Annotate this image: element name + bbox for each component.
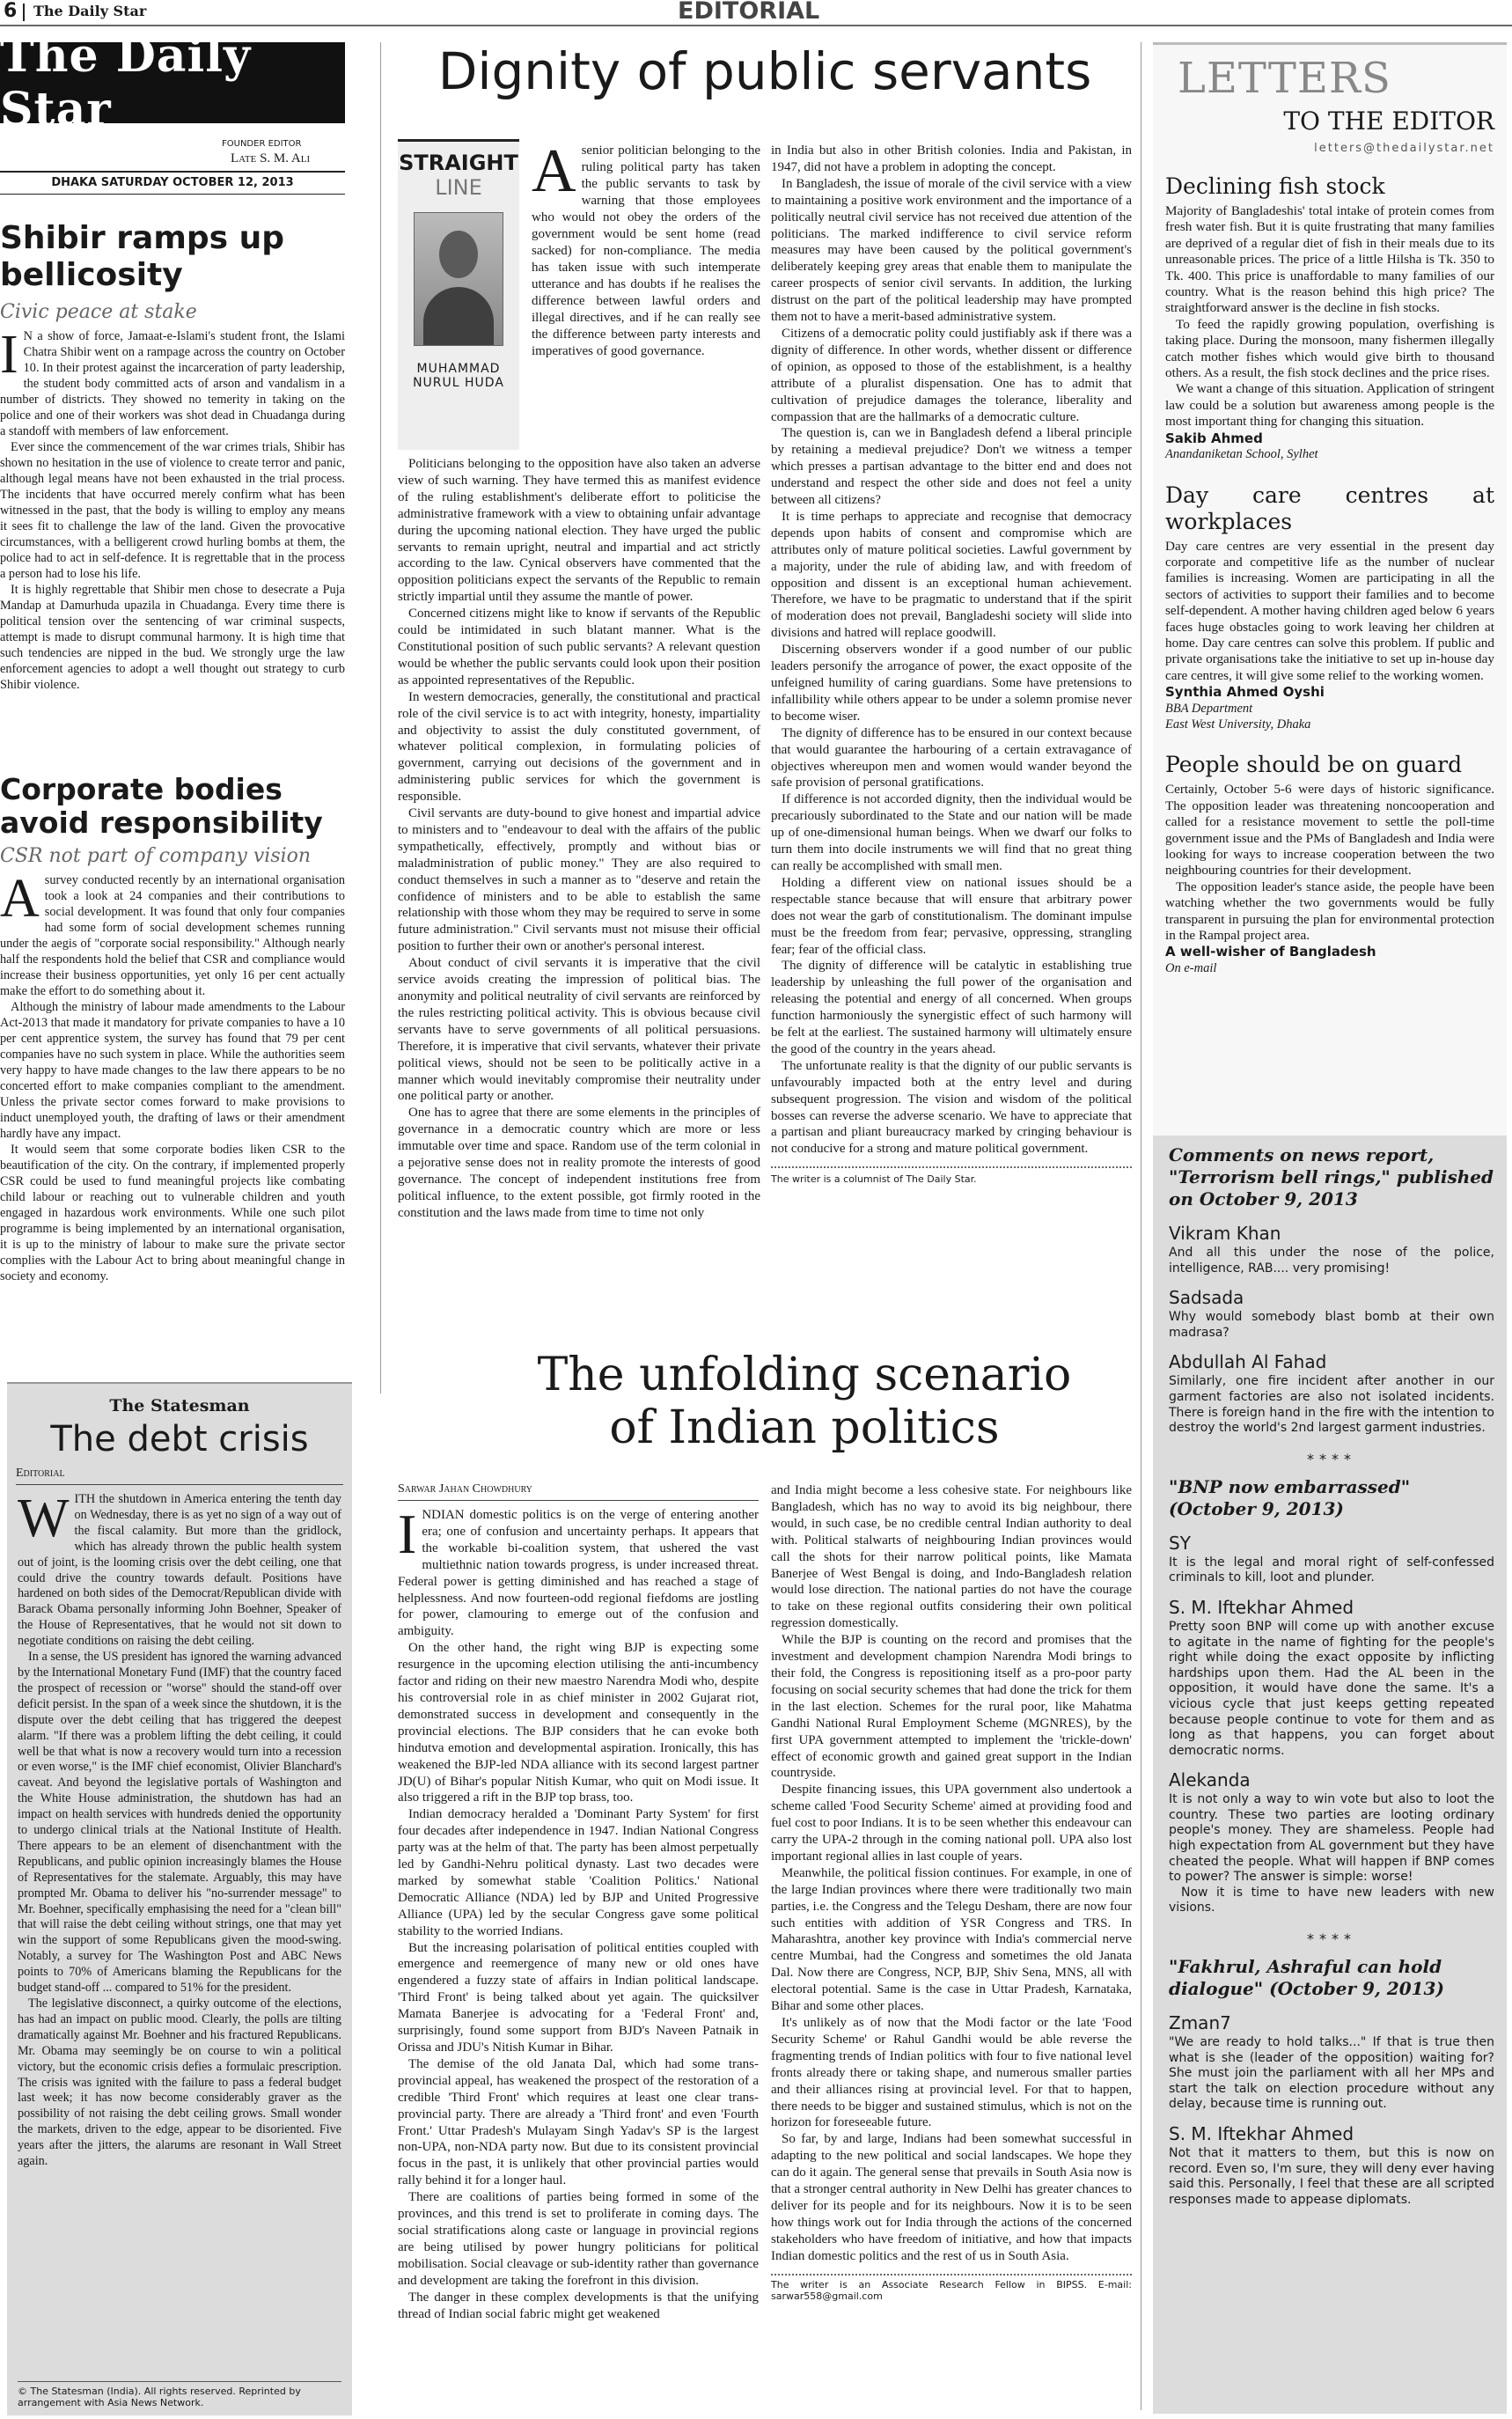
masthead-small: The Daily Star xyxy=(33,3,147,19)
comment-text: Now it is time to have new leaders with new visions. xyxy=(1169,1885,1494,1915)
paragraph: in India but also in other British colonies. India and Pakistan, in 1947, did not have a problem in adopting the concept. xyxy=(771,143,1132,174)
statesman-credit: © The Statesman (India). All rights reserved. Reprinted by arrangement with Asia News Network. xyxy=(18,2381,341,2408)
paragraph: Certainly, October 5-6 were days of historic significance. The opposition leader was threatening noncooperation and called for a resistance movement to settle the poll-time government issue and the PMs of Bangladesh and India were looking for ways to increase cooperation between the two neighbouring countries for their development. xyxy=(1165,782,1494,879)
statesman-box xyxy=(7,1382,352,2415)
paragraph: While the BJP is counting on the record and promises that the investment and development champion Narendra Modi brings to their fold, the Congress is repositioning itself as a pro-poor party focusing on social security schemes that had done the trick for them in the last election. Schemes for the rural poor, like Mahatma Gandhi National Rural Employment Scheme (MGNRES), by the first UPA government attempted to implement the 'trickle-down' effect of economic growth and gained great support in the Indian countryside. xyxy=(771,1633,1132,1781)
paragraph: If difference is not accorded dignity, then the individual would be precariously subordinated to the State and our nation will be made up of one-dimensional human beings. When we dwarf our folks to turn them into docile instruments we will find that no great thing can really be accomplished with small men. xyxy=(771,792,1132,873)
letter-place: BBA Department xyxy=(1165,701,1253,716)
comment-group xyxy=(1169,1476,1494,1916)
dateline-rule-top xyxy=(0,171,345,173)
letter-place: On e-mail xyxy=(1165,960,1217,975)
letter-title: Day care centres at workplaces xyxy=(1165,482,1494,534)
masthead-logo xyxy=(0,29,345,136)
comment-author: SY xyxy=(1169,1532,1191,1554)
page-divider xyxy=(23,4,25,21)
comment-item xyxy=(1169,2012,1494,2113)
masthead-title: The Daily Star xyxy=(0,29,252,136)
letter-signature: Sakib Ahmed xyxy=(1165,430,1263,446)
statesman-logo: The Statesman xyxy=(109,1396,250,1415)
article-indian-politics xyxy=(398,1349,1132,2414)
article-footnote: The writer is a columnist of The Daily Star. xyxy=(771,1173,977,1186)
comment-text: Pretty soon BNP will come up with another excuse to agitate in the name of fighting for the people's right while doing the exact opposite by inflicting hardships upon them. Had the AL been in the opposition, it would have done the same. It's a vicious cycle that just keeps getting repeated because people continue to vote for them and as long as that happens, you can forget about democratic norms. xyxy=(1169,1619,1494,1758)
paragraph: The dignity of difference will be catalytic in establishing true leadership by unleashing the full power of the organisation and releasing the potential and energy of all concerned. When groups function harmoniously the synergistic effect of such harmony will be felt at the earliest. The sustained harmony will ultimately ensure the good of the country in the years ahead. xyxy=(771,959,1132,1056)
paragraph: Citizens of a democratic polity could justifiably ask if there was a dignity of difference. In other words, whether dissent or difference of opinion, as opposed to those of the establishment, is a healthy attribute of a pluralist dispensation. One has to admit that cultivation of prejudice damages the tolerance, liberality and compassion that are the hallmarks of a democratic culture. xyxy=(771,326,1132,424)
paragraph: It is time perhaps to appreciate and recognise that democracy depends upon habits of consent and compromise which are attributes only of mature political societies. Lawful government by a majority, under the rule of abiding law, and with freedom of opposition and dissent is an exceptional human achievement. Therefore, we have to be pragmatic to understand that if the spirit of moderation does not prevail, Bangladeshi society will slide into divisions and hatred will replace goodwill. xyxy=(771,509,1132,641)
paragraph: One has to agree that there are some elements in the principles of governance in a democratic country which are more or less immutable over time and space. Random use of the term colonial in a pejorative sense does not in reality promote the interests of good governance. The concept of independent institutions free from political influence, to the extent possible, got firmly rooted in the constitution and the laws made from time to time not only xyxy=(398,1106,760,1220)
comment-separator: **** xyxy=(1307,1930,1356,1948)
dropcap: A xyxy=(532,137,576,205)
letter-signature: Synthia Ahmed Oyshi xyxy=(1165,684,1325,701)
comment-group xyxy=(1169,1144,1494,1437)
comment-item xyxy=(1169,1223,1494,1276)
dateline: DHAKA SATURDAY OCTOBER 12, 2013 xyxy=(51,176,294,189)
article-column xyxy=(398,456,760,1222)
editorial-corporate xyxy=(0,773,345,1284)
letter-item xyxy=(1165,752,1494,976)
paragraph: Majority of Bangladeshis' total intake of protein comes from fresh water fish. But it is quite frustrating that many families are deprived of a regular diet of fish in their meals due to its unreasonable prices. The price of a little Hilsha is Tk. 350 to Tk. 400. This price is unaffordable to many families of our country. What is the reason behind this high price? The straightforward answer is the decline in fish stocks. xyxy=(1165,203,1494,316)
paragraph: ITH the shutdown in America entering the tenth day on Wednesday, there is as yet no sign of a way out of the fiscal calamity. But more than the gridlock, which has already thrown the public health system out of joint, is the looming crisis over the debt ceiling, one that could drive the country towards default. Positions have hardened on both sides of the Democrat/Republican divide with Barack Obama personally informing John Boehner, Speaker of the House of Representatives, that he would not sit down to negotiate conditions on raising the debt ceiling. xyxy=(18,1492,341,1649)
paragraph: Despite financing issues, this UPA government also undertook a scheme called 'Food Security Scheme' aimed at providing food and fuel cost to poor Indians. It is to be seen whether this endeavour can carry the UPA-2 through in the coming national poll. UPA also lost important regional allies in last couple of years. xyxy=(771,1783,1132,1864)
editorial-headline: Corporate bodies avoid responsibility xyxy=(0,772,323,840)
article-byline: Sarwar Jahan Chowdhury xyxy=(398,1482,532,1496)
paragraph: So far, by and large, Indians had been somewhat successful in adapting to the new political and social landscapes. We hope they can do it again. The general sense that prevails in South Asia now is that a stronger central authority in New Delhi has greater chances to deliver for its people and for its neighbours. Now it is to be seen how things work out for India through the actions of the concerned stakeholders who have freedom of initiative, and how that impacts Indian domestic politics and the rest of us in South Asia. xyxy=(771,2132,1132,2263)
editorial-subhead: CSR not part of company vision xyxy=(0,845,312,867)
paragraph: We want a change of this situation. Application of stringent law could be a solution but awareness among people is the most important thing for changing this situation. xyxy=(1165,381,1494,430)
paragraph: Ever since the commencement of the war crimes trials, Shibir has shown no hesitation in the use of violence to create terror and panic, although legal means have not been exhausted in the trial process. The incidents that have occurred merely confirm what has been witnessed in the past, that the body is willing to employ any means it sees fit to challenge the law of the land. Given the provocative circumstances, with a belligerent crowd hurling bombs at them, the police had to act in self-defence. It is regrettable that in the process a person had to lose his life. xyxy=(0,440,345,581)
letter-title: People should be on guard xyxy=(1165,752,1463,778)
letter-place: East West University, Dhaka xyxy=(1165,717,1311,732)
article-headline: The unfolding scenario xyxy=(537,1349,1072,1401)
letters-list xyxy=(1165,173,1494,976)
article-column xyxy=(771,143,1132,1188)
paragraph: The danger in these complex developments is that the unifying thread of Indian social fabric might get weakened xyxy=(398,2290,759,2321)
author-photo xyxy=(414,212,503,346)
letter-title: Declining fish stock xyxy=(1165,173,1385,199)
paragraph: Politicians belonging to the opposition have also taken an adverse view of such warning. They have termed this as manifest evidence of the ruling establishment's deliberate effort to politicise the administrative framework with a view to obtaining unfair advantage during the upcoming national election. They have urged the public servants to remain upright, neutral and impartial and act strictly according to the law. Cynical observers have commented that the opposition politicians expect the servants of the Republic to remain strictly impartial until they assume the mantle of power. xyxy=(398,457,760,605)
top-bar xyxy=(0,0,1512,26)
editorial-body xyxy=(0,869,345,1284)
comment-item xyxy=(1169,1597,1494,1759)
comment-separator: **** xyxy=(1307,1450,1356,1467)
left-column xyxy=(0,29,380,1402)
paragraph: The demise of the old Janata Dal, which had some trans-provincial appeal, has weakened the prospect of the restoration of a credible 'Third Front' which requires at least one clear trans-provincial party. There are already a 'Third front' and even 'Fourth Front.' Uttar Pradesh's Mulayam Singh Yadav's SP is the largest non-UPA, non-NDA party now. But due to its consistent provincial focus in the past, it is unlikely that other provincial parties would rally behind it for a longer haul. xyxy=(398,2056,759,2188)
paragraph: Discerning observers wonder if a good number of our public leaders personify the arrogance of power, the exact opposite of the unfeigned humility of caring guardians. Some have pretensions to infallibility while others appear to be under a solemn promise never to become wiser. xyxy=(771,643,1132,724)
comments-list xyxy=(1169,1144,1494,2208)
comment-author: Sadsada xyxy=(1169,1287,1244,1309)
paragraph: Holding a different view on national issues should be a respectable stance because that will ensure that arbitrary power does not wear the garb of constitutionalism. The dominant impulse must be the freedom from fear; pervasive, oppressing, strangling fear; fear of the official class. xyxy=(771,875,1132,957)
comment-item xyxy=(1169,1533,1494,1586)
article-dotted-rule xyxy=(771,1166,1132,1168)
article-headline: of Indian politics xyxy=(609,1401,1000,1454)
dropcap: I xyxy=(0,325,18,385)
article-footnote: The writer is an Associate Research Fellow in BIPSS. E-mail: sarwar558@gmail.com xyxy=(771,2278,1132,2302)
letters-subheader: TO THE EDITOR xyxy=(1283,107,1494,136)
comment-item xyxy=(1169,1351,1494,1436)
comment-text: Similarly, one fire incident after another in our garment factories are also not isolated incidents. There is foreign hand in the fire with the intention to destroy the world's 2nd largest garment industries. xyxy=(1169,1374,1494,1436)
comment-text: And all this under the nose of the police, intelligence, RAB.... very promising! xyxy=(1169,1246,1494,1276)
editorial-shibir xyxy=(0,220,345,693)
statesman-body xyxy=(18,1489,341,2170)
dropcap: A xyxy=(0,869,40,929)
comment-group-heading: "Fakhrul, Ashraful can hold dialogue" (October 9, 2013) xyxy=(1169,1956,1444,2000)
letters-header: LETTERS xyxy=(1178,54,1391,103)
statesman-label: Editorial xyxy=(16,1467,65,1480)
letter-item xyxy=(1165,173,1494,463)
comment-author: Zman7 xyxy=(1169,2012,1231,2034)
paragraph: The legislative disconnect, a quirky outcome of the elections, has had an impact on public mood. Clearly, the polls are tilting dramatically against Mr. Boehner and his fractured Republicans. Mr. Obama may seemingly be on course to win a political victory, but the economic crisis defies a formulaic prescription. The crisis was ignited with the failure to pass a federal budget last week; it has now become considerably graver as the possibility of not raising the debt ceiling grows. Small wonder the markets, driven to the edge, appear to be disoriented. Five years after the jitters, the alarums are resonant in Wall Street again. xyxy=(18,1996,341,2169)
paragraph: Civil servants are duty-bound to give honest and impartial advice to ministers and to "endeavour to deal with the affairs of the public sympathetically, effectively, promptly and without bias or maladministration of public money." They are also required to conduct themselves in such a manner as to "deserve and retain the confidence of ministers and to be able to establish the same relationship with those whom they may be required to serve in some future administration." Civil servants must not misuse their official position to further their own or another's personal interest. xyxy=(398,806,760,954)
paragraph: Although the ministry of labour made amendments to the Labour Act-2013 that made it mandatory for private companies to have a 10 per cent apprentice system, the survey has found that 79 per cent companies have no such system in place. While the authorities seem very happy to have made changes to the law there appears to be no concerted effort to make companies compliant to the amendment. Unless the private sector comes forward to make provisions to induct unemployed youth, the drafting of laws or their amendment hardly have any impact. xyxy=(0,1000,345,1141)
statesman-headline: The debt crisis xyxy=(50,1419,309,1459)
dropcap: W xyxy=(18,1489,70,1548)
article-dignity xyxy=(398,40,1132,1308)
paragraph: Indian democracy heralded a 'Dominant Party System' for first four decades after independence in 1947. Indian National Congress party was at the helm of that. The party has been almost perpetually led by Gandhi-Nehru political dynasty. Last two decades were marked by somewhat stable 'Coalition Politics.' National Democratic Alliance (NDA) led by BJP and United Progressive Alliance (UPA) led by the secular Congress gave some political stability to the worried Indians. xyxy=(398,1807,759,1938)
article-headline: Dignity of public servants xyxy=(437,41,1092,101)
paragraph: In a sense, the US president has ignored the warning advanced by the International Monetary Fund (IMF) that the country faced the prospect of recession or "worse" should the stand-off over deficit persist. In the span of a week since the shutdown, it is the dispute over the debt ceiling that has triggered the deepest alarm. "If there was a problem lifting the debt ceiling, it could well be that what is now a recovery would turn into a recession or even worse," is the IMF chief economist, Olivier Blanchard's caveat. And beyond the legislative portals of Washington and the White House administration, the shutdown has had an impact on health services with hundreds denied the opportunity to undergo clinical trials at the National Institute of Health. There appears to be an element of disenchantment with the Republicans, and public opinion increasingly blames the House of Representatives for the stalemate. Arguably, this may have prompted Mr. Obama to deliver his "no-surrender message" to Mr. Boehner, specifically emphasising the need for a "clean bill" that will raise the debt ceiling without strings, one that may yet win the support of some Republicans given the mood-swing. Notably, a survey for The Washington Post and ABC News points to 70% of Americans blaming the Republicans for the budget stand-off ... compared to 51% for the president. xyxy=(18,1650,341,1996)
comment-text: Why would somebody blast bomb at their own madrasa? xyxy=(1169,1310,1494,1340)
top-rule xyxy=(0,25,1512,26)
comment-author: S. M. Iftekhar Ahmed xyxy=(1169,1596,1354,1618)
comment-author: S. M. Iftekhar Ahmed xyxy=(1169,2123,1354,2144)
comment-author: Vikram Khan xyxy=(1169,1223,1281,1244)
page-number: 6 xyxy=(4,0,18,22)
comment-group xyxy=(1169,1956,1494,2208)
author-name: NURUL HUDA xyxy=(413,376,504,390)
column-title: STRAIGHT xyxy=(399,151,518,175)
paragraph: N a show of force, Jamaat-e-Islami's student front, the Islami Chatra Shibir went on a rampage across the country on October 10. In their protest against the incarceration of party leadership, the student body committed acts of arson and vandalism in a number of districts. They showed no temerity in taking on the police and one of their workers was shot dead in Chuadanga during a standoff with members of law enforcement. xyxy=(0,329,345,438)
comment-author: Alekanda xyxy=(1169,1769,1251,1791)
paragraph: But the increasing polarisation of political entities coupled with emergence and reemergence of many new or old ones have engendered a fuzzy state of affairs in Indian political landscape. 'Third Front' is being talked about yet again. The quicksilver Mamata Banerjee is advocating for a 'Federal Front' and, surprisingly, found some support from BJD's Naveen Patnaik in Orissa and JDU's Nitish Kumar in Bihar. xyxy=(398,1940,759,2055)
comment-author: Abdullah Al Fahad xyxy=(1169,1351,1327,1373)
paragraph: NDIAN domestic politics is on the verge of entering another era; one of confusion and uncertainty perhaps. It appears that the workable bi-coalition system, that ushered the vast multiethnic nation towards progress, is under increased threat. Federal power is getting diminished and has reached a stage of helplessness. And now fourteen-odd regional fiefdoms are jostling for power, clamouring to emerge out of the confusion and ambiguity. xyxy=(398,1508,759,1639)
paragraph: The question is, can we in Bangladesh defend a liberal principle by retaining a medieval prejudice? Don't we witness a temper which presses a partisan advantage to the bitter end and does not understand and respect the other side and does not feel a unity between all citizens? xyxy=(771,426,1132,508)
statesman-rule xyxy=(16,1484,343,1485)
paragraph: Day care centres are very essential in the present day corporate and competitive life as the number of nuclear families is increasing. Women are participating in all the sectors of activities to support their families and to become self-dependent. A mother having children aged below 6 years faces huge obstacles going to work leaving her children at home. Day care centres can solve this problem. If public and private organisations take the initiative to set up in-house day care centres, it will give some relief to the working women. xyxy=(1165,538,1494,683)
paragraph: About conduct of civil servants it is imperative that the civil service avoids creating the impression of political bias. The anonymity and political neutrality of civil servants are reinforced by the rules restricting political activity. This is obvious because civil servants have to serve governments of all political persuasions. Therefore, it is imperative that civil servants, whatever their private political views, should not be seen to be politically active in a manner which would inevitably compromise their neutrality under one political party or another. xyxy=(398,956,760,1104)
comments-box xyxy=(1153,1136,1507,2414)
paragraph: survey conducted recently by an international organisation took a look at 24 companies and their contributions to social development. It was found that only four companies had some form of social development schemes running under the aegis of "corporate social responsibility." Although nearly half the respondents hold the belief that CSR and compliance would increase their business opportunities, yet only 16 per cent actually make the effort to do something about it. xyxy=(0,873,345,998)
paragraph: The unfortunate reality is that the dignity of our public servants is unfavourably impacted both at the entry level and during subsequent progression. The vision and wisdom of the political bosses can reverse the adverse scenario. We have to appreciate that a partisan and pliant bureaucracy marked by cringing behaviour is not conducive for a strong and mature political government. xyxy=(771,1058,1132,1157)
comment-text: Not that it matters to them, but this is now on record. Even so, I'm sure, they will deny ever having said this. Personally, I feel that these are all scripted responses made to appease diplomats. xyxy=(1169,2146,1494,2207)
paragraph: There are coalitions of parties being formed in some of the provinces, and this trend is set to proliferate in coming days. The social stratifications along caste or language in provincial regions are being utilised by power hungry politicians for political mobilisation. Social cleavage or sub-identity rather than governance and development are taking the forefront in this division. xyxy=(398,2190,759,2288)
editorial-body xyxy=(0,325,345,693)
dateline-rule-bottom xyxy=(0,194,345,195)
letter-place: Anandaniketan School, Sylhet xyxy=(1165,447,1318,462)
paragraph: It's unlikely as of now that the Modi factor or the late 'Food Security Scheme' or Rahul Gandhi would be able reverse the fragmenting trends of Indian politics with four to five national level fronts already there or taking shape, and numerous smaller parties and their alliances rising at provincial level. For that to happen, there needs to be bigger and sustained stimulus, which is not on the horizon for foreseeable future. xyxy=(771,2016,1132,2130)
letter-signature: A well-wisher of Bangladesh xyxy=(1165,944,1376,960)
paragraph: The opposition leader's stance aside, the people have been watching whether the two governments would be fully transparent in pursuing the plan for environmental protection in the Rampal project area. xyxy=(1165,879,1494,944)
comment-text: "We are ready to hold talks..." If that is true then what is she (leader of the opposition) waiting for? She must join the parliament with all her MPs and start the talk on election procedure without any delay, because time is running out. xyxy=(1169,2035,1494,2112)
paragraph: To feed the rapidly growing population, overfishing is taking place. During the monsoon, many fishermen illegally catch mother fishes which would give birth to thousand others. As a result, the fish stock declines and the price rises. xyxy=(1165,316,1494,381)
paragraph: It would seem that some corporate bodies liken CSR to the beautification of the city. On the contrary, if implemented properly CSR could be used to fund meaningful projects like combating child labour or reaching out to vulnerable children and youth engaged in hazardous work environments. While one such pilot programme is being implemented by an international organisation, it is up to the ministry of labour to make sure the private sector complies with the Labour Act to bring about meaningful change in society and economy. xyxy=(0,1143,345,1283)
comment-group-heading: "BNP now embarrassed" (October 9, 2013) xyxy=(1169,1475,1411,1519)
section-label: EDITORIAL xyxy=(678,0,820,25)
paragraph: In Bangladesh, the issue of morale of the civil service with a view to maintaining a positive work environment and the importance of a politically neutral civil service has not received due attention of the politicians. The marked indifference to civil service reform measures may have been caused by the political government's deliberately keeping grey areas that enable them to manipulate the career prospects of senior civil servants. In addition, the lurking distrust on the part of the political leadership may have prompted them not to have a merit-based administrative system. xyxy=(771,176,1132,325)
comment-item xyxy=(1169,2123,1494,2208)
paragraph: It is highly regrettable that Shibir men chose to desecrate a Puja Mandap at Damurhuda upazila in Chuadanga. Every time there is political tension over the sentencing of war criminal suspects, attempt is made to disrupt communal harmony. It is high time that such tendencies are nipped in the bud. We strongly urge the law enforcement agencies to adopt a well thought out strategy to curb Shibir violence. xyxy=(0,583,345,692)
comment-group-heading: Comments on news report, "Terrorism bell rings," published on October 9, 2013 xyxy=(1169,1144,1494,1210)
paragraph: Concerned citizens might like to know if servants of the Republic could be intimidated in such blatant manner. What is the Constitutional position of such public servants? A relevant question would be whether the public servants could look upon their position as appointed representatives of the Republic. xyxy=(398,607,760,687)
article-column xyxy=(398,1503,759,2322)
letter-item xyxy=(1165,482,1494,733)
article-dotted-rule xyxy=(771,2274,1132,2276)
column-subtitle: LINE xyxy=(435,175,482,200)
comment-item xyxy=(1169,1769,1494,1916)
byline-rule xyxy=(398,1500,759,1501)
letters-email[interactable]: letters@thedailystar.net xyxy=(1314,142,1494,155)
paragraph: Meanwhile, the political fission continues. For example, in one of the large Indian provinces where there were traditionally two main parties, i.e. the Congress and the Telegu Desham, there are now four such entities with addition of YSR Congress and TRS. In Maharashtra, another key province with India's commercial nerve centre Mumbai, had the Congress and sometimes the old Janata Dal. Now there are Congress, NCP, BJP, Shiv Sena, MNS, all with electoral potential. Same is the case in Uttar Pradesh, Karnataka, Bihar and some other places. xyxy=(771,1865,1132,2014)
paragraph: senior politician belonging to the ruling political party has taken the public servants to task by warning that those employees who would not obey the orders of the government would be sent home (read sacked) for non-compliance. The media has taken issue with such intemperate utterance and has doubts if he realises the difference between lawful orders and illegal directives, and if he can really see the difference between party interests and imperatives of good governance. xyxy=(532,143,760,358)
comment-text: It is not only a way to win vote but also to loot the country. These two parties are looting ordinary people's money. They are shameless. People had high expectation from AL government but they have cheated the people. What will happen if BNP comes to power? The answer is simple: worse! xyxy=(1169,1792,1494,1885)
column-header xyxy=(398,139,519,450)
paragraph: The dignity of difference has to be ensured in our context because that would guarantee the harbouring of a certain extravagance of objectives whereupon men and women would wander beyond the safe provision of personal gratifications. xyxy=(771,725,1132,790)
comment-text: It is the legal and moral right of self-confessed criminals to kill, loot and plunder. xyxy=(1169,1555,1494,1585)
article-lead xyxy=(532,137,760,360)
dropcap: I xyxy=(398,1503,417,1565)
paragraph: In western democracies, generally, the constitutional and practical role of the civil service is to act with integrity, honesty, impartiality and objectivity to assist the duly constituted government, of whatever political complexion, in formulating policies of government, carrying out decisions of the government and in administering public services for which the government is responsible. xyxy=(398,689,760,805)
paragraph: On the other hand, the right wing BJP is expecting some resurgence in the upcoming election utilising the anti-incumbency factor and riding on their new maestro Narendra Modi who, despite his controversial role in as chief minister in 2002 Gujarat riot, demonstrated success in development and consequently in the provincial elections. The BJP considers that he can evoke both hindutva emotion and developmental aspiration. Ironically, this has weakened the BJP-led NDA alliance with its second largest partner JD(U) of Bihar's popular Nitish Kumar, who quit on Modi issue. It also triggered a rift in the BJP top brass, too. xyxy=(398,1641,759,1805)
editorial-headline: Shibir ramps up bellicosity xyxy=(0,220,284,293)
founder-editor-name: Late S. M. Ali xyxy=(231,151,311,165)
column-rule xyxy=(380,42,381,1393)
author-name: MUHAMMAD xyxy=(416,362,501,376)
article-column xyxy=(771,1482,1132,2302)
comment-item xyxy=(1169,1287,1494,1341)
paragraph: and India might become a less cohesive state. For neighbours like Bangladesh, which has no way to avoid its big neighbour, there would, in such case, be no credible central Indian authority to deal with. Political stalwarts of neighbouring Indian provinces would call the shots for their narrow political points, like Mamata Banerjee of West Bengal is doing, and Indo-Bangladesh relation would lose direction. The national parties do not have the courage to take on these regional outfits considering their own political regression domestically. xyxy=(771,1483,1132,1631)
editorial-subhead: Civic peace at stake xyxy=(0,301,197,323)
founder-editor-label: FOUNDER EDITOR xyxy=(222,139,302,149)
